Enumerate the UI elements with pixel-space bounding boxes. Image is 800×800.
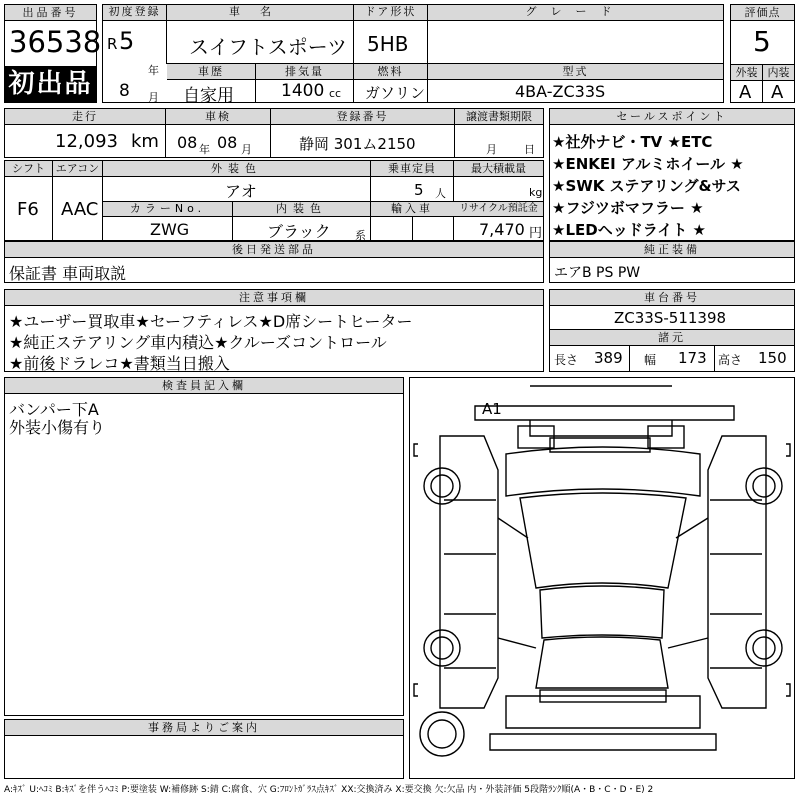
history: 自家用 <box>183 86 234 106</box>
score-label: 評価点 <box>731 5 794 21</box>
recycle-fee: 7,470 <box>479 220 525 239</box>
notes-line-3: ★前後ドラレコ★書類当日搬入 <box>9 354 230 373</box>
shift-label: シフト <box>5 162 52 176</box>
color-no-label: カラーNo. <box>103 202 232 216</box>
selling-points-box <box>549 108 795 241</box>
chassis-box <box>549 289 795 372</box>
score-box <box>730 4 795 103</box>
equipment: エアB PS PW <box>554 265 641 281</box>
selling-point-2: ★ENKEI アルミホイール ★ <box>552 155 744 173</box>
lot-number-box <box>4 4 102 103</box>
ac: AAC <box>61 199 99 220</box>
recycle-label: リサイクル預託金 <box>454 202 543 216</box>
equipment-box <box>549 241 795 283</box>
era-prefix: R <box>107 35 118 53</box>
lot-number: 36538 <box>9 25 102 59</box>
equipment-label: 純正装備 <box>550 242 794 258</box>
later-parts-label: 後日発送部品 <box>5 242 543 258</box>
score: 5 <box>753 25 771 58</box>
specs-label: 諸元 <box>550 330 794 346</box>
inspector-line-1: バンパー下A <box>9 400 99 419</box>
int-color: ブラック <box>267 222 331 241</box>
inspector-line-2: 外装小傷有り <box>9 418 106 437</box>
legend: A:ｷｽﾞ U:ﾍｺﾐ B:ｷｽﾞを伴うﾍｺﾐ P:要塗装 W:補修跡 S:錆 C:腐食、穴 G:ﾌﾛﾝﾄｶﾞﾗｽ点ｷｽﾞ XX:交換済み X:要交換 欠:欠品 内・外装評価 5段階ﾗﾝｸ順(A・B・C・D・E) 2 <box>4 785 654 795</box>
max-load-unit: kg <box>529 186 543 199</box>
registration-number: 静岡 301ム2150 <box>299 135 416 153</box>
fuel: ガソリン <box>365 84 426 102</box>
car-name-label: 車名 <box>167 5 353 19</box>
capacity-unit: 人 <box>435 187 446 200</box>
later-parts-box <box>4 241 544 283</box>
mileage-row <box>4 108 544 158</box>
first-reg-year: 5 <box>119 27 135 55</box>
width-value: 173 <box>678 349 707 367</box>
selling-point-4: ★フジツボマフラー ★ <box>552 199 704 217</box>
transfer-label: 譲渡書類期限 <box>455 110 543 124</box>
inspection-month-unit: 月 <box>241 143 252 156</box>
inspection-label: 車検 <box>166 110 270 124</box>
capacity-label: 乗車定員 <box>371 162 453 176</box>
transfer-month-unit: 月 <box>486 143 497 156</box>
interior-label: 内装 <box>763 66 794 80</box>
ac-label: エアコン <box>53 162 102 176</box>
length-value: 389 <box>594 349 623 367</box>
notes-label: 注意事項欄 <box>5 290 543 306</box>
office-box <box>4 719 404 779</box>
displacement: 1400 <box>281 81 325 101</box>
ext-color-label: 外装色 <box>103 162 370 176</box>
shift: F6 <box>17 199 39 220</box>
width-label: 幅 <box>644 353 657 367</box>
damage-diagram <box>409 377 795 779</box>
selling-points-label: セールスポイント <box>550 109 794 125</box>
ext-color: アオ <box>225 182 257 201</box>
max-load-label: 最大積載量 <box>454 162 543 176</box>
spec-row <box>4 160 544 241</box>
inspector-box <box>4 377 404 716</box>
office-label: 事務局よりご案内 <box>5 720 403 736</box>
color-number: ZWG <box>150 220 190 239</box>
fuel-label: 燃料 <box>354 65 427 79</box>
displacement-unit: cc <box>329 87 342 100</box>
diagram-mark-a1: A1 <box>482 400 502 418</box>
notes-box <box>4 289 544 372</box>
mileage-unit: km <box>131 131 159 152</box>
exterior-score: A <box>739 82 752 103</box>
model-label: 型式 <box>428 65 723 79</box>
height-label: 高さ <box>718 353 743 367</box>
grade-label: グレード <box>428 5 723 19</box>
mileage: 12,093 <box>55 131 118 152</box>
lot-number-label: 出品番号 <box>5 5 96 21</box>
selling-point-5: ★LEDヘッドライト ★ <box>552 221 706 239</box>
month-unit: 月 <box>148 91 159 104</box>
transfer-day-unit: 日 <box>524 143 535 156</box>
mileage-label: 走行 <box>5 110 165 124</box>
interior-score: A <box>771 82 784 103</box>
notes-line-1: ★ユーザー買取車★セーフティレス★D席シートヒーター <box>9 312 413 331</box>
first-listing-badge: 初出品 <box>5 66 96 102</box>
car-name: スイフトスポーツ <box>189 35 347 59</box>
inspection-year-unit: 年 <box>199 143 210 156</box>
import-label: 輸入車 <box>371 202 453 216</box>
model: 4BA-ZC33S <box>515 82 606 101</box>
int-color-label: 内装色 <box>233 202 370 216</box>
first-reg-month: 8 <box>119 81 130 101</box>
chassis-label: 車台番号 <box>550 290 794 306</box>
notes-line-2: ★純正ステアリング車内積込★クルーズコントロール <box>9 333 387 352</box>
recycle-unit: 円 <box>529 226 543 241</box>
int-color-suffix: 系 <box>355 229 366 242</box>
height-value: 150 <box>758 349 787 367</box>
car-outline-diagram <box>410 378 794 778</box>
later-parts: 保証書 車両取説 <box>9 264 127 283</box>
door-label: ドア形状 <box>354 5 427 19</box>
chassis-number: ZC33S-511398 <box>614 309 727 327</box>
inspection-month: 08 <box>217 133 238 152</box>
exterior-label: 外装 <box>731 66 762 80</box>
vehicle-info-box <box>102 4 724 106</box>
selling-point-3: ★SWK ステアリング&サス <box>552 177 741 195</box>
inspection-year: 08 <box>177 133 198 152</box>
selling-point-1: ★社外ナビ・TV ★ETC <box>552 133 713 151</box>
capacity: 5 <box>414 181 424 199</box>
length-label: 長さ <box>554 353 579 367</box>
history-label: 車歴 <box>167 65 255 79</box>
year-unit: 年 <box>148 64 159 77</box>
first-reg-label: 初度登録 <box>103 5 166 19</box>
inspector-label: 検査員記入欄 <box>5 378 403 394</box>
reg-no-label: 登録番号 <box>271 110 454 124</box>
displacement-label: 排気量 <box>256 65 353 79</box>
door-type: 5HB <box>367 32 409 56</box>
